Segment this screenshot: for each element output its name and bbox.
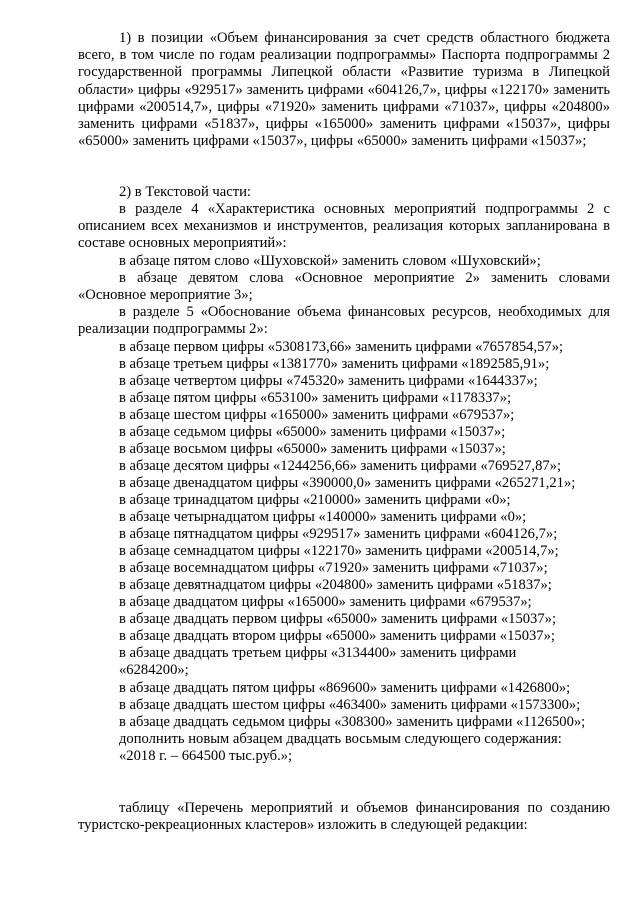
list-item: в абзаце двадцать шестом цифры «463400» заменить цифрами «1573300»; [119, 697, 581, 713]
paragraph-abzac-5-shukhovsky: в абзаце пятом слово «Шуховской» заменить словом «Шуховский»; [119, 253, 541, 269]
paragraph-section-4: в разделе 4 «Характеристика основных мероприятий подпрограммы 2 с описанием всех механизмов и инструментов, реализация которых запланирована в составе основных мероприятий»: [78, 201, 610, 252]
list-item: в абзаце пятнадцатом цифры «929517» заменить цифрами «604126,7»; [119, 526, 558, 542]
list-item: в абзаце шестом цифры «165000» заменить цифрами «679537»; [119, 407, 515, 423]
list-item: в абзаце двадцать первом цифры «65000» заменить цифрами «15037»; [119, 611, 556, 627]
list-item: в абзаце двенадцатом цифры «390000,0» заменить цифрами «265271,21»; [119, 475, 576, 491]
list-item: в абзаце четырнадцатом цифры «140000» заменить цифрами «0»; [119, 509, 527, 525]
list-item: в абзаце двадцать втором цифры «65000» заменить цифрами «15037»; [119, 628, 555, 644]
list-item: в абзаце восьмом цифры «65000» заменить цифрами «15037»; [119, 441, 506, 457]
list-item: в абзаце девятнадцатом цифры «204800» заменить цифрами «51837»; [119, 577, 552, 593]
paragraph-section-5: в разделе 5 «Обоснование объема финансовых ресурсов, необходимых для реализации подпрограммы 2»: [78, 304, 610, 338]
list-item: в абзаце семнадцатом цифры «122170» заменить цифрами «200514,7»; [119, 543, 559, 559]
list-item: дополнить новым абзацем двадцать восьмым следующего содержания: [119, 731, 562, 747]
paragraph-abzac-9-meropriyatie: в абзаце девятом слова «Основное мероприятие 2» заменить словами «Основное мероприятие 3»; [78, 270, 610, 304]
list-item: в абзаце двадцать третьем цифры «3134400» заменить цифрами «6284200»; [119, 645, 517, 679]
list-item: в абзаце первом цифры «5308173,66» заменить цифрами «7657854,57»; [119, 339, 564, 355]
list-item: в абзаце двадцатом цифры «165000» заменить цифрами «679537»; [119, 594, 532, 610]
list-item: в абзаце тринадцатом цифры «210000» заменить цифрами «0»; [119, 492, 511, 508]
list-item: в абзаце третьем цифры «1381770» заменить цифрами «1892585,91»; [119, 356, 550, 372]
list-item: в абзаце восемнадцатом цифры «71920» заменить цифрами «71037»; [119, 560, 548, 576]
list-item: в абзаце четвертом цифры «745320» заменить цифрами «1644337»; [119, 373, 538, 389]
list-item: «2018 г. – 664500 тыс.руб.»; [119, 748, 293, 764]
list-item: в абзаце двадцать пятом цифры «869600» заменить цифрами «1426800»; [119, 680, 571, 696]
paragraph-text-part: 2) в Текстовой части: [119, 184, 251, 200]
list-item: в абзаце двадцать седьмом цифры «308300» заменить цифрами «1126500»; [119, 714, 586, 730]
paragraph-table-intro: таблицу «Перечень мероприятий и объемов финансирования по созданию туристско-рекреационных кластеров» изложить в следующей редакции: [78, 800, 610, 834]
list-item: в абзаце пятом цифры «653100» заменить цифрами «1178337»; [119, 390, 512, 406]
list-item: в абзаце десятом цифры «1244256,66» заменить цифрами «769527,87»; [119, 458, 562, 474]
paragraph-passport-amendment: 1) в позиции «Объем финансирования за счет средств областного бюджета всего, в том числе по годам реализации подпрограммы» Паспорта подпрограммы 2 государственной программы Липецкой области «Развитие туризма в Липецкой области» цифры «929517» заменить цифрами «604126,7», цифры «122170» заменить цифрами «200514,7», цифры «71920» заменить цифрами «71037», цифры «204800» заменить цифрами «51837», цифры «165000» заменить цифрами «15037», цифры «65000» заменить цифрами «15037», цифры «65000» заменить цифрами «15037»; [78, 30, 610, 150]
list-item: в абзаце седьмом цифры «65000» заменить цифрами «15037»; [119, 424, 506, 440]
